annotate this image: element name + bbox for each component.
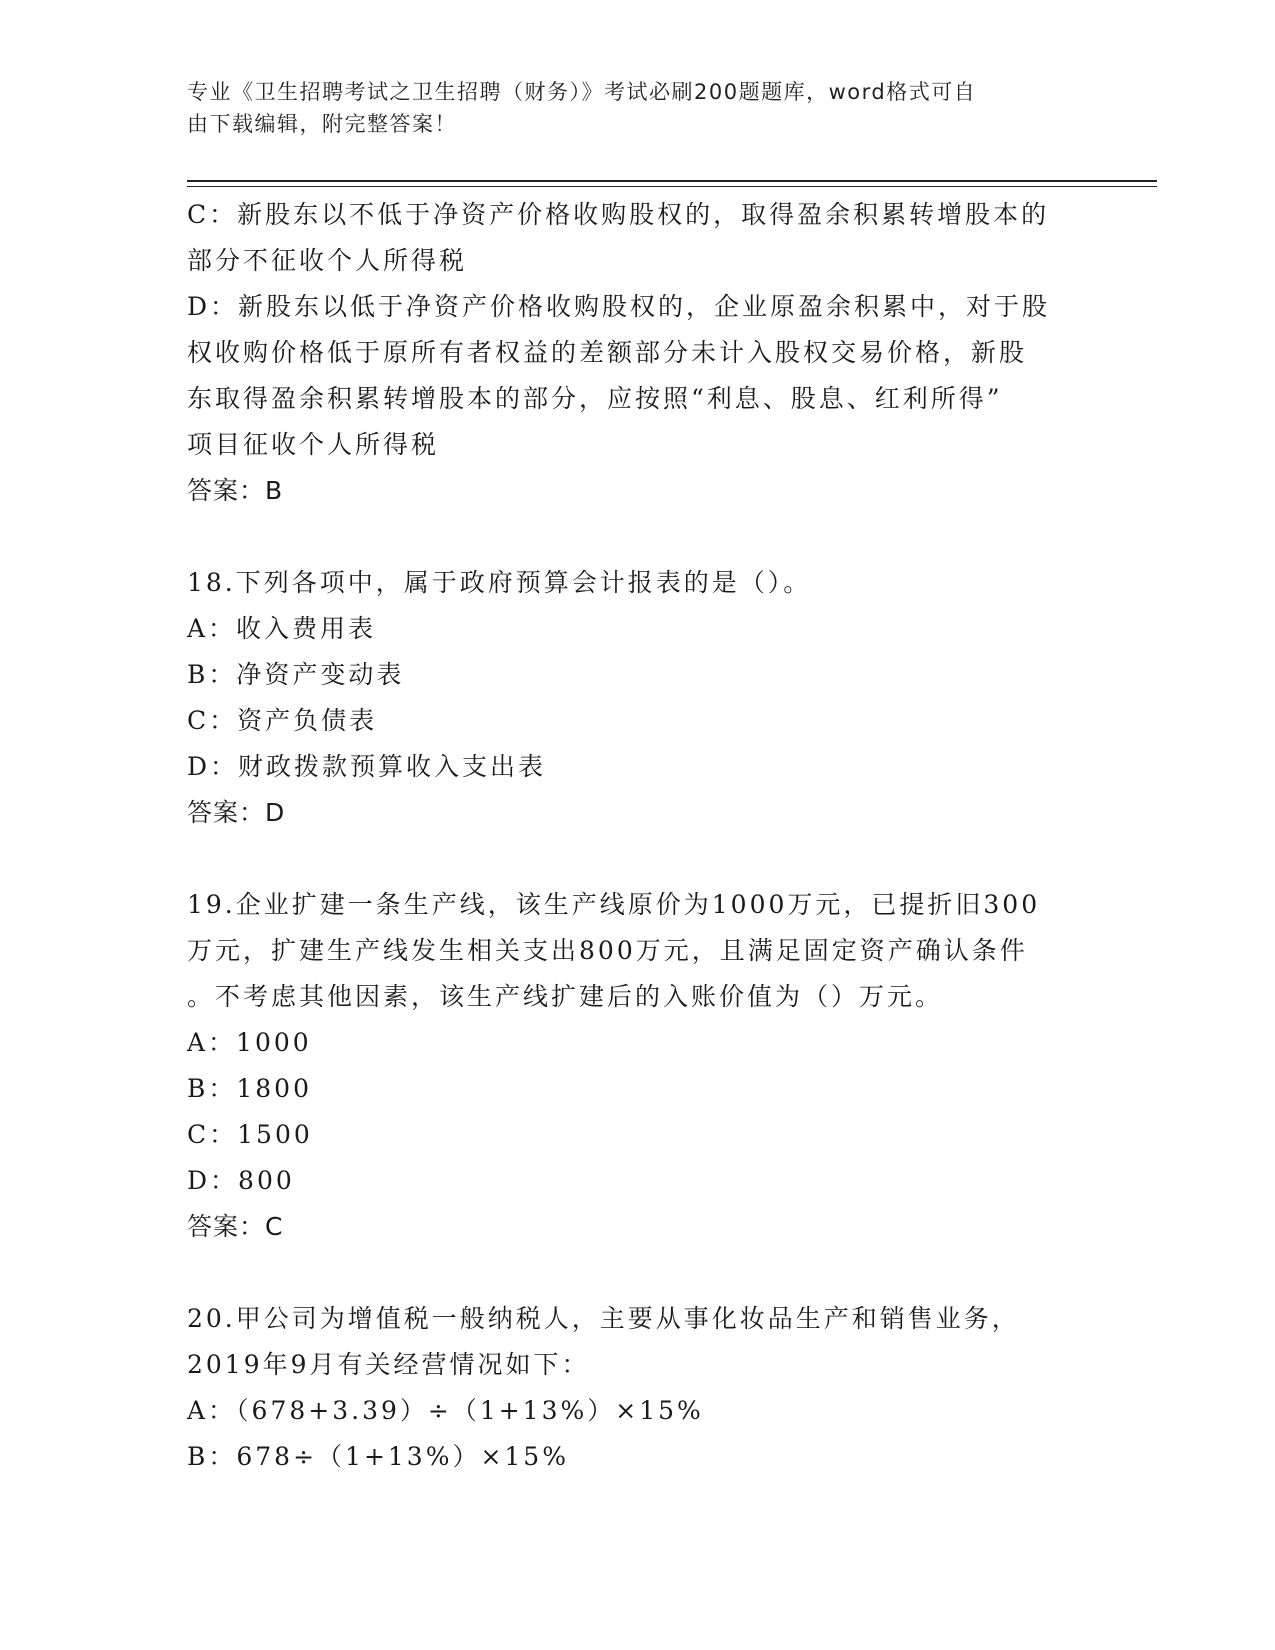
option-a: A：收入费用表 xyxy=(187,614,377,643)
document-header xyxy=(187,76,1087,140)
option-d-line-3: 东取得盈余积累转增股本的部分，应按照“利息、股息、红利所得” xyxy=(187,384,1003,413)
option-d: D：800 xyxy=(187,1166,295,1195)
answer-line: 答案：B xyxy=(187,476,284,505)
question-stem-line-2: 万元，扩建生产线发生相关支出800万元，且满足固定资产确认条件 xyxy=(187,936,1028,965)
header-divider-thin xyxy=(187,186,1157,187)
option-d-line-4: 项目征收个人所得税 xyxy=(187,430,440,459)
question-19 xyxy=(187,882,1087,1250)
option-b: B：1800 xyxy=(187,1074,312,1103)
option-b: B：678÷（1+13%）×15% xyxy=(187,1442,569,1471)
header-line-2: 由下载编辑，附完整答案！ xyxy=(187,112,457,136)
question-18 xyxy=(187,560,1087,836)
answer-line: 答案：C xyxy=(187,1212,284,1241)
question-stem-line-1: 20.甲公司为增值税一般纳税人，主要从事化妆品生产和销售业务， xyxy=(187,1304,1020,1333)
option-b: B：净资产变动表 xyxy=(187,660,405,689)
option-c-line-2: 部分不征收个人所得税 xyxy=(187,246,468,275)
spacer xyxy=(187,836,1087,882)
spacer xyxy=(187,1250,1087,1296)
option-d: D：财政拨款预算收入支出表 xyxy=(187,752,547,781)
option-c: C：1500 xyxy=(187,1120,313,1149)
option-d-line-2: 权收购价格低于原所有者权益的差额部分未计入股权交易价格，新股 xyxy=(187,338,1028,367)
previous-question-options xyxy=(187,192,1087,514)
question-stem-line-3: 。不考虑其他因素，该生产线扩建后的入账价值为（）万元。 xyxy=(187,982,944,1011)
answer-line: 答案：D xyxy=(187,798,286,827)
question-stem-line-1: 19.企业扩建一条生产线，该生产线原价为1000万元，已提折旧300 xyxy=(187,890,1041,919)
question-stem-line-2: 2019年9月有关经营情况如下： xyxy=(187,1350,590,1379)
question-body xyxy=(187,192,1087,1480)
option-a: A：（678+3.39）÷（1+13%）×15% xyxy=(187,1396,704,1425)
spacer xyxy=(187,514,1087,560)
option-c-line-1: C：新股东以不低于净资产价格收购股权的，取得盈余积累转增股本的 xyxy=(187,200,1050,229)
question-stem: 18.下列各项中，属于政府预算会计报表的是（）。 xyxy=(187,568,812,597)
option-d-line-1: D：新股东以低于净资产价格收购股权的，企业原盈余积累中，对于股 xyxy=(187,292,1051,321)
question-20 xyxy=(187,1296,1087,1480)
header-divider-thick xyxy=(187,180,1157,182)
option-c: C：资产负债表 xyxy=(187,706,378,735)
header-line-1: 专业《卫生招聘考试之卫生招聘（财务）》考试必刷200题题库，word格式可自 xyxy=(187,80,977,104)
option-a: A：1000 xyxy=(187,1028,312,1057)
